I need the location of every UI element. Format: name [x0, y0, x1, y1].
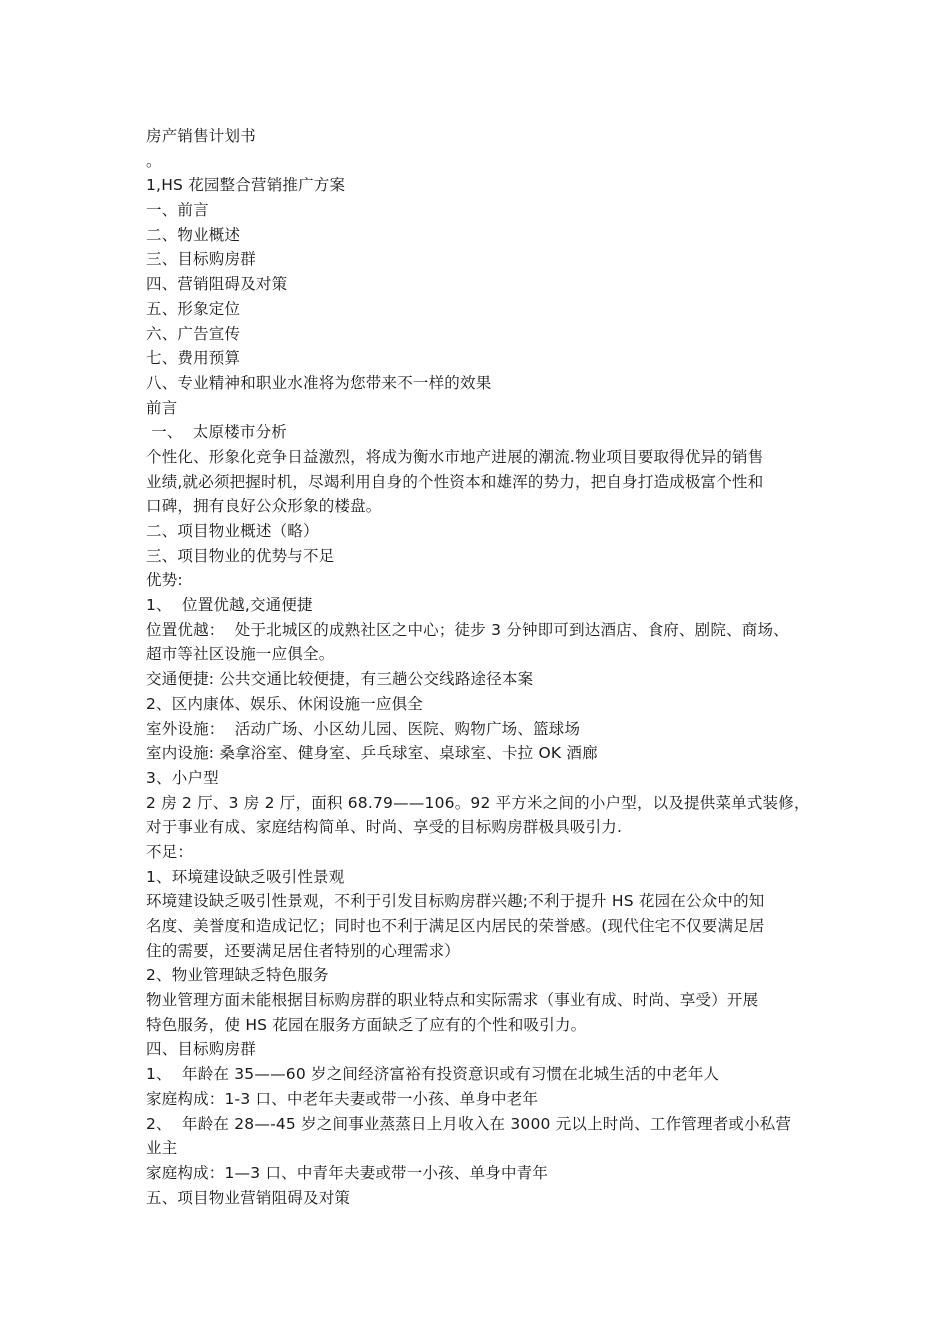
paragraph-line: 业主 — [146, 1139, 178, 1158]
subsection-heading: 三、项目物业的优势与不足 — [146, 546, 335, 565]
paragraph-line: 名度、美誉度和造成记忆；同时也不利于满足区内居民的荣誉感。(现代住宅不仅要满足居 — [146, 917, 765, 935]
paragraph-line: 对于事业有成、家庭结构简单、时尚、享受的目标购房群极具吸引力. — [146, 818, 623, 837]
document-title: 房产销售计划书 — [146, 127, 256, 145]
section-heading: 1,HS 花园整合营销推广方案 — [146, 176, 346, 195]
toc-item: 一、前言 — [146, 201, 209, 220]
paragraph-line: 口碑，拥有良好公众形象的楼盘。 — [146, 497, 382, 516]
subsection-heading: 四、目标购房群 — [146, 1040, 256, 1059]
paragraph-line: 家庭构成：1-3 口、中老年夫妻或带一小孩、单身中老年 — [146, 1089, 539, 1108]
paragraph-line: 业绩,就必须把握时机，尽竭利用自身的个性资本和雄浑的势力，把自身打造成极富个性和 — [146, 472, 764, 491]
paragraph-line: 2 房 2 厅、3 房 2 厅，面积 68.79——106。92 平方米之间的小户型，以及提供菜单式装修， — [146, 793, 810, 812]
paragraph-line: 特色服务，使 HS 花园在服务方面缺乏了应有的个性和吸引力。 — [146, 1015, 587, 1034]
paragraph-line: 交通便捷: 公共交通比较便捷，有三趟公交线路途径本案 — [146, 670, 534, 689]
text-line: 。 — [146, 151, 162, 170]
paragraph-line: 环境建设缺乏吸引性景观，不利于引发目标购房群兴趣;不利于提升 HS 花园在公众中的知 — [146, 892, 765, 911]
paragraph-line: 室内设施: 桑拿浴室、健身室、乒乓球室、桌球室、卡拉 OK 酒廊 — [146, 744, 598, 763]
list-item: 2、 年龄在 28—-45 岁之间事业蒸蒸日上月收入在 3000 元以上时尚、工作管理者或小私营 — [146, 1114, 792, 1133]
list-item: 3、小户型 — [146, 768, 219, 787]
toc-item: 三、目标购房群 — [146, 250, 256, 269]
paragraph-line: 家庭构成：1—3 口、中青年夫妻或带一小孩、单身中青年 — [146, 1163, 549, 1182]
list-item: 1、环境建设缺乏吸引性景观 — [146, 867, 345, 886]
toc-item: 五、形象定位 — [146, 299, 241, 318]
list-item: 1、 年龄在 35——60 岁之间经济富裕有投资意识或有习惯在北城生活的中老年人 — [146, 1065, 720, 1084]
toc-item: 七、费用预算 — [146, 349, 241, 368]
list-item: 2、区内康体、娱乐、休闲设施一应俱全 — [146, 694, 423, 713]
subsection-heading: 二、项目物业概述（略） — [146, 522, 319, 540]
list-item: 1、 位置优越,交通便捷 — [146, 596, 313, 615]
paragraph-line: 物业管理方面未能根据目标购房群的职业特点和实际需求（事业有成、时尚、享受）开展 — [146, 991, 759, 1010]
toc-item: 四、营销阻碍及对策 — [146, 275, 288, 294]
toc-item: 六、广告宣传 — [146, 324, 241, 343]
subsection-heading: 一、 太原楼市分析 — [146, 423, 287, 442]
label-line: 优势: — [146, 571, 183, 590]
paragraph-line: 超市等社区设施一应俱全。 — [146, 645, 335, 664]
paragraph-line: 住的需要，还要满足居住者特别的心理需求） — [146, 941, 461, 960]
toc-item: 八、专业精神和职业水准将为您带来不一样的效果 — [146, 373, 492, 392]
label-line: 不足： — [146, 842, 194, 861]
toc-item: 二、物业概述 — [146, 225, 241, 244]
list-item: 2、物业管理缺乏特色服务 — [146, 966, 329, 985]
subsection-heading: 五、项目物业营销阻碍及对策 — [146, 1188, 351, 1207]
document-body — [146, 124, 826, 1210]
section-heading: 前言 — [146, 398, 178, 417]
paragraph-line: 位置优越： 处于北城区的成熟社区之中心；徒步 3 分钟即可到达酒店、食府、剧院、商场、 — [146, 620, 789, 639]
paragraph-line: 室外设施： 活动广场、小区幼儿园、医院、购物广场、篮球场 — [146, 719, 581, 738]
paragraph-line: 个性化、形象化竞争日益激烈，将成为衡水市地产进展的潮流.物业项目要取得优异的销售 — [146, 447, 764, 466]
